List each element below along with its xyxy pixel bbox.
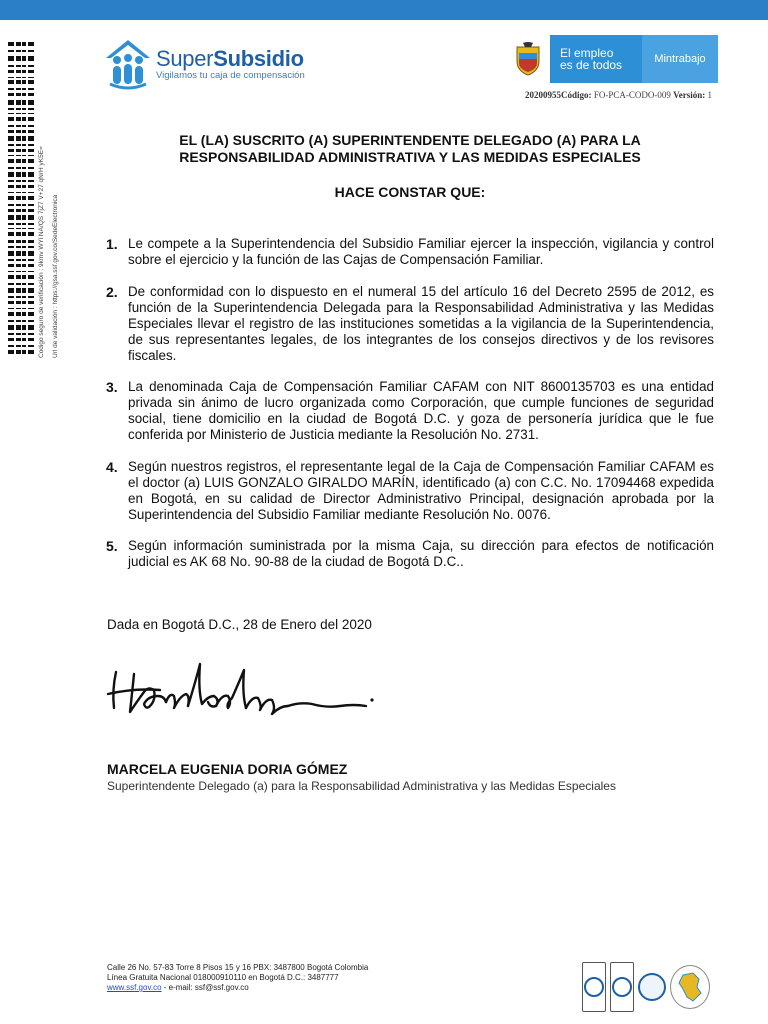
code-value: FO-PCA-CODO-009 <box>591 90 674 100</box>
document-code-line <box>525 90 712 100</box>
signer-title: Superintendente Delegado (a) para la Responsabilidad Administrativa y las Medidas Especiales <box>107 779 616 793</box>
statement-item <box>106 538 714 570</box>
brand-name: SuperSubsidio <box>156 45 304 71</box>
item-text: Según nuestros registros, el representante legal de la Caja de Compensación Familiar CAFAM es el doctor (a) LUIS GONZALO GIRALDO MARÍN, identificado (a) con C.C. No. 17094468 expedida en Bogotá, en su calidad de Director Administrativo Principal, designación aprobada por la Superintendencia del Subsidio Familiar mediante Resolución No. 0076. <box>128 458 714 522</box>
brand-tagline: Vigilamos tu caja de compensación <box>156 69 305 81</box>
gov-slogan-line1: El empleo <box>560 46 614 60</box>
gov-slogan <box>550 35 642 83</box>
top-color-bar <box>0 0 768 20</box>
gov-slogan-line2: es de todos <box>560 58 623 72</box>
document-heading <box>120 132 700 166</box>
item-text: De conformidad con lo dispuesto en el numeral 15 del artículo 16 del Decreto 2595 de 2012, es función de la Superintendencia Delegada para la Responsabilidad Administrativa y las Medidas Especiales llevar el registro de las instituciones sometidas a la vigilancia de la Superintendencia, de sus representantes legales, de los integrantes de los consejos directivos y de los revisores fiscales. <box>128 283 714 363</box>
item-text: Según información suministrada por la misma Caja, su dirección para efectos de notificación judicial es AK 68 No. 90-88 de la ciudad de Bogotá D.C.. <box>128 538 714 569</box>
verification-strip <box>36 40 70 360</box>
iso-certification-icon <box>582 962 606 1012</box>
item-text: La denominada Caja de Compensación Familiar CAFAM con NIT 8600135703 es una entidad privada sin ánimo de lucro organizada como Corporación, que cumple funciones de seguridad social, tiene domicilio en la ciudad de Bogotá D.C. y goza de personería jurídica que le fue conferida por Ministerio de Justicia mediante la Resolución No. 2731. <box>128 379 714 442</box>
statement-item <box>106 284 714 364</box>
item-number: 4. <box>106 458 118 475</box>
website-link[interactable]: www.ssf.gov.co <box>107 983 162 992</box>
issue-date: Dada en Bogotá D.C., 28 de Enero del 2020 <box>107 617 372 632</box>
footer-email: - e-mail: ssf@ssf.gov.co <box>161 983 249 992</box>
heading-line1: EL (LA) SUSCRITO (A) SUPERINTENDENTE DELEGADO (A) PARA LA <box>179 132 641 148</box>
item-text: Le compete a la Superintendencia del Subsidio Familiar ejercer la inspección, vigilancia y control sobre el ejercicio y la función de las Cajas de Compensación Familiar. <box>128 236 714 267</box>
footer-address: Calle 26 No. 57-83 Torre 8 Pisos 15 y 16 PBX: 3487800 Bogotá Colombia <box>107 963 369 972</box>
statement-item <box>106 459 714 523</box>
footer-contact <box>107 963 368 993</box>
colombia-map-seal-icon <box>670 965 710 1009</box>
statement-item <box>106 379 714 443</box>
heading-line2: RESPONSABILIDAD ADMINISTRATIVA Y LAS MEDIDAS ESPECIALES <box>179 149 641 165</box>
footer-web-line <box>107 983 368 993</box>
document-subheading: HACE CONSTAR QUE: <box>334 184 486 200</box>
version-label: Versión: <box>673 90 706 100</box>
iqnet-seal-icon <box>638 973 666 1001</box>
coat-of-arms-icon <box>506 35 550 83</box>
footer-phone: Línea Gratuita Nacional 018000910110 en Bogotá D.C.: 3487777 <box>107 973 339 982</box>
handwritten-signature <box>104 650 384 730</box>
certification-logos <box>582 960 712 1014</box>
item-number: 2. <box>106 283 118 300</box>
doc-number: 20200955 <box>525 90 562 100</box>
signer-name: MARCELA EUGENIA DORIA GÓMEZ <box>107 761 348 777</box>
ntcgp-certification-icon <box>610 962 634 1012</box>
item-number: 5. <box>106 538 118 554</box>
verification-url-text: Url de validación : https://gsa.ssf.gov.co/SedeElectronica <box>52 194 59 358</box>
item-number: 1. <box>106 236 118 252</box>
supersubsidio-logo <box>104 36 314 92</box>
item-number: 3. <box>106 379 118 395</box>
verification-barcode <box>8 42 34 354</box>
statement-item <box>106 236 714 268</box>
statement-list <box>106 236 714 586</box>
ministry-label: Mintrabajo <box>642 35 718 83</box>
version-value: 1 <box>705 90 712 100</box>
family-house-icon <box>104 38 152 90</box>
government-logo <box>506 35 718 83</box>
verification-code-text: Codigo seguro de verificación : 9kmv WYi NA/QS 7jZ7 V+27 qNrH yK5E= <box>38 146 45 358</box>
code-label: Código: <box>561 90 592 100</box>
